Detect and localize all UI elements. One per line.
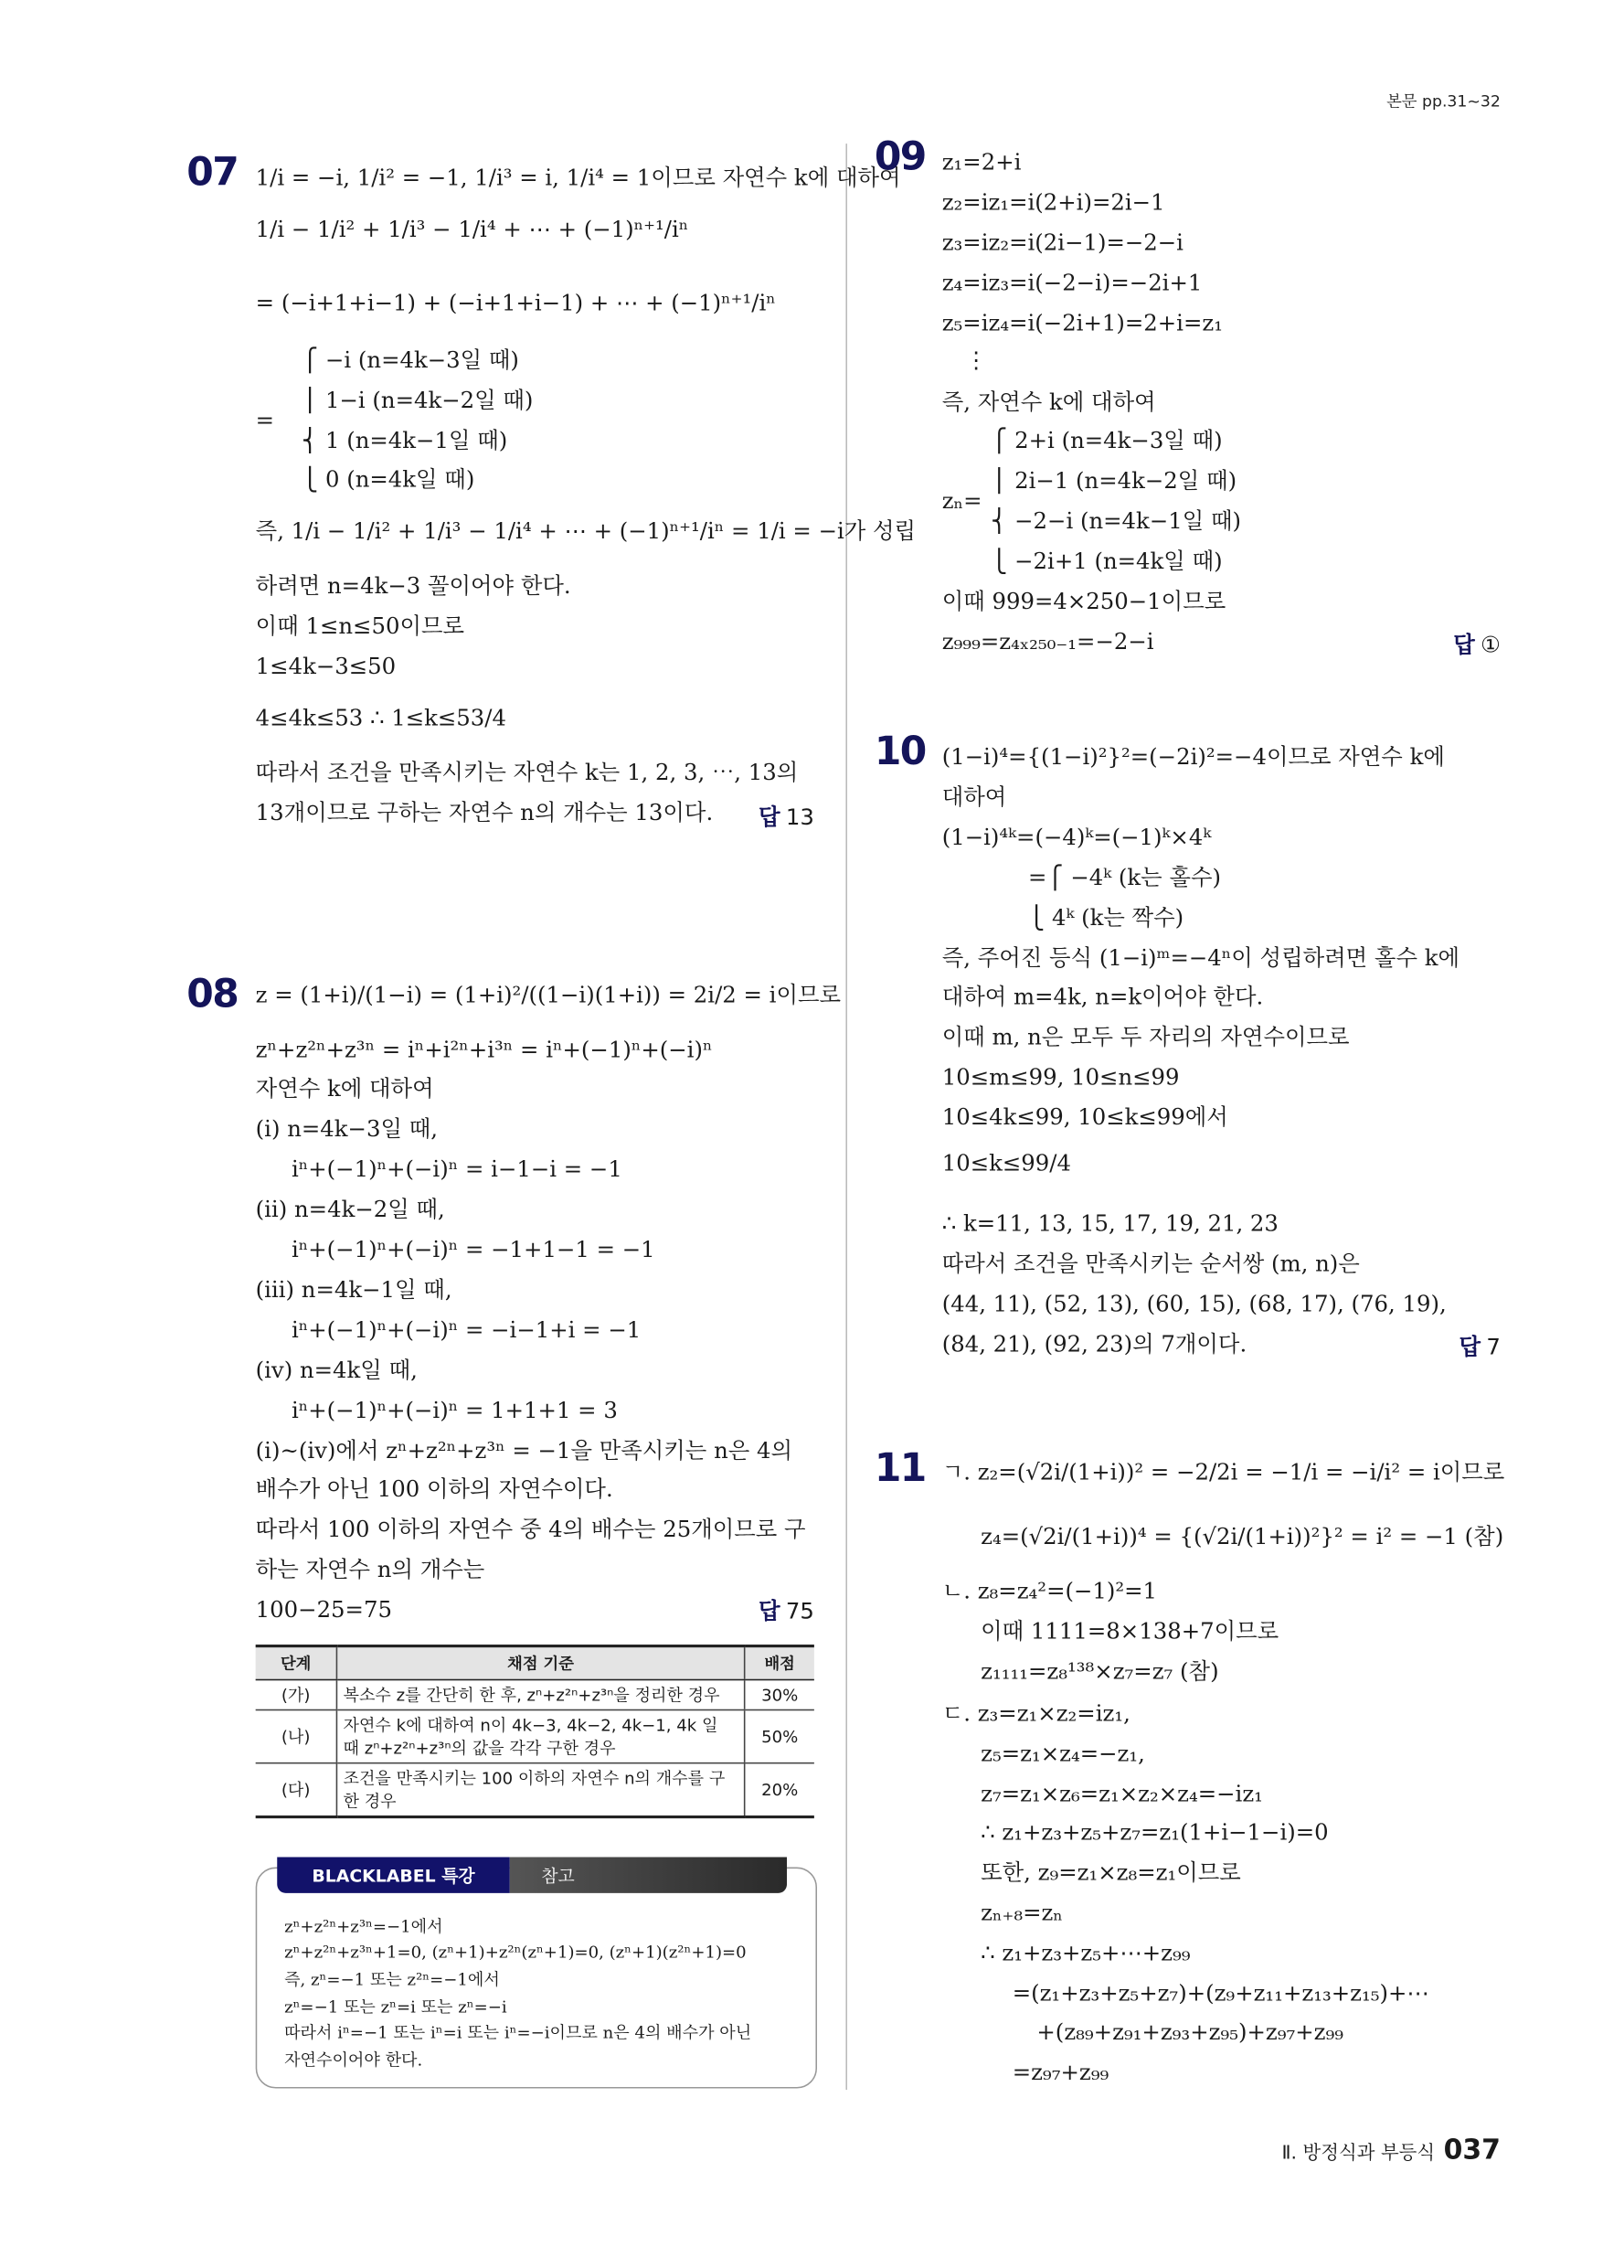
blacklabel-line: zⁿ=−1 또는 zⁿ=i 또는 zⁿ=−i xyxy=(284,1996,507,2017)
solution-line: 따라서 조건을 만족시키는 순서쌍 (m, n)은 xyxy=(941,1251,1360,1277)
answer-value: ① xyxy=(1481,632,1501,658)
header-points: 배점 xyxy=(745,1646,814,1680)
solution-line: zₙ₊₈=zₙ xyxy=(981,1900,1063,1926)
solution-line: 1≤4k−3≤50 xyxy=(255,653,397,680)
answer xyxy=(1459,1330,1501,1362)
solution-line: =(z₁+z₃+z₅+z₇)+(z₉+z₁₁+z₁₃+z₁₅)+⋯ xyxy=(1012,1980,1429,2007)
header-criteria: 채점 기준 xyxy=(336,1646,744,1680)
solution-line: 이때 999=4×250−1이므로 xyxy=(941,589,1226,615)
criteria: 조건을 만족시키는 100 이하의 자연수 n의 개수를 구한 경우 xyxy=(336,1763,744,1817)
solution-line: zₙ= xyxy=(941,488,982,515)
answer-label: 답 xyxy=(1459,1334,1481,1360)
solution-line: z₂=iz₁=i(2+i)=2i−1 xyxy=(941,189,1165,216)
solution-line: z = (1+i)/(1−i) = (1+i)²/((1−i)(1+i)) = 2i/2 = i이므로 xyxy=(255,982,842,1008)
solution-line: ㄱ. z₂=(√2i/(1+i))² = −2/2i = −1/i = −i/i² = i이므로 xyxy=(941,1459,1505,1485)
solution-line: ⋮ xyxy=(964,347,988,374)
blacklabel-line: 따라서 iⁿ=−1 또는 iⁿ=i 또는 iⁿ=−i이므로 n은 4의 배수가 아닌 xyxy=(284,2022,752,2043)
solution-line: ⎨ 1 (n=4k−1일 때) xyxy=(301,428,508,454)
solution-line: zⁿ+z²ⁿ+z³ⁿ = iⁿ+i²ⁿ+i³ⁿ = iⁿ+(−1)ⁿ+(−i)ⁿ xyxy=(255,1037,713,1063)
solution-line: ⎧ −i (n=4k−3일 때) xyxy=(301,347,519,374)
solution-line: 이때 m, n은 모두 두 자리의 자연수이므로 xyxy=(941,1024,1350,1050)
answer-label: 답 xyxy=(1453,632,1475,658)
points: 50% xyxy=(745,1710,814,1763)
solution-line: (1−i)⁴ᵏ=(−4)ᵏ=(−1)ᵏ×4ᵏ xyxy=(941,824,1212,851)
column-divider xyxy=(845,144,847,2090)
solution-line: = xyxy=(255,408,275,434)
problem-number: 10 xyxy=(874,729,926,774)
solution-line: 13개이므로 구하는 자연수 n의 개수는 13이다. xyxy=(255,800,714,826)
table-row xyxy=(256,1680,814,1710)
solution-line: z₄=(√2i/(1+i))⁴ = {(√2i/(1+i))²}² = i² = −1 (참) xyxy=(981,1524,1504,1550)
solution-line: 대하여 m=4k, n=k이어야 한다. xyxy=(941,984,1264,1010)
solution-line: iⁿ+(−1)ⁿ+(−i)ⁿ = i−1−i = −1 xyxy=(291,1155,622,1183)
solution-line: 따라서 조건을 만족시키는 자연수 k는 1, 2, 3, ⋯, 13의 xyxy=(255,760,799,786)
page-footer xyxy=(1281,2135,1500,2167)
blacklabel-line: 즉, zⁿ=−1 또는 z²ⁿ=−1에서 xyxy=(284,1969,500,1990)
solution-line: 하는 자연수 n의 개수는 xyxy=(255,1557,485,1583)
solution-line: ∴ z₁+z₃+z₅+⋯+z₉₉ xyxy=(981,1940,1191,1966)
answer-value: 13 xyxy=(785,804,814,831)
solution-line: 즉, 1/i − 1/i² + 1/i³ − 1/i⁴ + ⋯ + (−1)ⁿ⁺¹/iⁿ = 1/i = −i가 성립 xyxy=(255,518,917,545)
blacklabel-title: BLACKLABEL 특강 xyxy=(277,1858,510,1893)
solution-line: ㄴ. z₈=z₄²=(−1)²=1 xyxy=(941,1578,1158,1605)
solution-line: (ⅱ) n=4k−2일 때, xyxy=(255,1196,445,1223)
answer-value: 75 xyxy=(785,1598,814,1625)
grading-table xyxy=(256,1645,814,1818)
solution-line: z₅=iz₄=i(−2i+1)=2+i=z₁ xyxy=(941,310,1223,336)
solution-line: 하려면 n=4k−3 꼴이어야 한다. xyxy=(255,572,571,600)
solution-line: 즉, 자연수 k에 대하여 xyxy=(941,389,1156,416)
solution-line: (84, 21), (92, 23)의 7개이다. xyxy=(941,1331,1247,1358)
solution-line: 10≤4k≤99, 10≤k≤99에서 xyxy=(941,1104,1228,1131)
table-row xyxy=(256,1763,814,1817)
solution-line: 자연수 k에 대하여 xyxy=(255,1075,434,1102)
header-step: 단계 xyxy=(256,1646,337,1680)
solution-line: 또한, z₉=z₁×z₈=z₁이므로 xyxy=(981,1859,1241,1886)
step: (다) xyxy=(256,1763,337,1817)
solution-line: z₃=iz₂=i(2i−1)=−2−i xyxy=(941,229,1184,256)
points: 20% xyxy=(745,1763,814,1817)
points: 30% xyxy=(745,1680,814,1710)
solution-line: 이때 1≤n≤50이므로 xyxy=(255,612,465,640)
solution-line: ㄷ. z₃=z₁×z₂=iz₁, xyxy=(941,1700,1130,1727)
answer xyxy=(759,1594,814,1626)
solution-line: ⎨ −2−i (n=4k−1일 때) xyxy=(991,508,1242,535)
solution-line: ⎪ 1−i (n=4k−2일 때) xyxy=(301,388,534,414)
solution-line: z₉₉₉=z₄ₓ₂₅₀₋₁=−2−i xyxy=(941,629,1154,655)
blacklabel-line: 자연수이어야 한다. xyxy=(284,2049,423,2070)
solution-line: ⎩ 4ᵏ (k는 짝수) xyxy=(1027,904,1184,932)
problem-number: 09 xyxy=(874,134,926,180)
page-reference: 본문 pp.31~32 xyxy=(1386,91,1501,111)
solution-line: z₅=z₁×z₄=−z₁, xyxy=(981,1741,1145,1767)
solution-line: =z₉₇+z₉₉ xyxy=(1012,2060,1109,2086)
answer-label: 답 xyxy=(759,1598,780,1625)
solution-line: 따라서 100 이하의 자연수 중 4의 배수는 25개이므로 구 xyxy=(255,1517,806,1543)
chapter-title: Ⅱ. 방정식과 부등식 xyxy=(1281,2143,1436,2165)
answer xyxy=(1453,628,1501,660)
solution-line: 4≤4k≤53 ∴ 1≤k≤53/4 xyxy=(255,705,506,731)
answer-label: 답 xyxy=(759,804,780,831)
solution-line: 즉, 주어진 등식 (1−i)ᵐ=−4ⁿ이 성립하려면 홀수 k에 xyxy=(941,944,1460,972)
blacklabel-tab xyxy=(277,1858,787,1893)
problem-number: 11 xyxy=(874,1446,926,1491)
solution-line: 1/i = −i, 1/i² = −1, 1/i³ = i, 1/i⁴ = 1이므로 자연수 k에 대하여 xyxy=(255,165,901,191)
solution-line: 대하여 xyxy=(941,783,1007,811)
solution-line: (ⅲ) n=4k−1일 때, xyxy=(255,1276,452,1304)
solution-line: (ⅰ)~(ⅳ)에서 zⁿ+z²ⁿ+z³ⁿ = −1을 만족시키는 n은 4의 xyxy=(255,1437,793,1464)
solution-line: 100−25=75 xyxy=(255,1597,392,1624)
solution-line: z₁=2+i xyxy=(941,149,1022,176)
solution-line: ∴ z₁+z₃+z₅+z₇=z₁(1+i−1−i)=0 xyxy=(981,1819,1329,1846)
page-number: 037 xyxy=(1443,2134,1501,2167)
solution-line: z₁₁₁₁=z₈¹³⁸×z₇=z₇ (참) xyxy=(981,1658,1219,1686)
criteria: 복소수 z를 간단히 한 후, zⁿ+z²ⁿ+z³ⁿ을 정리한 경우 xyxy=(336,1680,744,1710)
blacklabel-line: zⁿ+z²ⁿ+z³ⁿ=−1에서 xyxy=(284,1915,443,1936)
solution-line: ⎩ −2i+1 (n=4k일 때) xyxy=(991,548,1223,575)
solution-line: iⁿ+(−1)ⁿ+(−i)ⁿ = 1+1+1 = 3 xyxy=(291,1397,618,1424)
solution-line: (ⅳ) n=4k일 때, xyxy=(255,1357,418,1384)
table-row xyxy=(256,1710,814,1763)
solution-line: ∴ k=11, 13, 15, 17, 19, 21, 23 xyxy=(941,1210,1279,1237)
blacklabel-line: zⁿ+z²ⁿ+z³ⁿ+1=0, (zⁿ+1)+z²ⁿ(zⁿ+1)=0, (zⁿ+1)(z²ⁿ+1)=0 xyxy=(284,1941,747,1962)
solution-line: +(z₈₉+z₉₁+z₉₃+z₉₅)+z₉₇+z₉₉ xyxy=(1036,2019,1344,2046)
solution-line: iⁿ+(−1)ⁿ+(−i)ⁿ = −1+1−1 = −1 xyxy=(291,1236,655,1263)
solution-line: 10≤m≤99, 10≤n≤99 xyxy=(941,1064,1180,1091)
answer xyxy=(759,800,814,832)
solution-line: ⎧ 2+i (n=4k−3일 때) xyxy=(991,428,1223,454)
problem-number: 07 xyxy=(186,150,239,196)
solution-line: 1/i − 1/i² + 1/i³ − 1/i⁴ + ⋯ + (−1)ⁿ⁺¹/iⁿ xyxy=(255,217,689,243)
solution-line: = (−i+1+i−1) + (−i+1+i−1) + ⋯ + (−1)ⁿ⁺¹/iⁿ xyxy=(255,290,776,316)
grading-header-row xyxy=(256,1646,814,1680)
solution-line: =⎧ −4ᵏ (k는 홀수) xyxy=(1027,864,1222,891)
solution-line: (44, 11), (52, 13), (60, 15), (68, 17), (76, 19), xyxy=(941,1291,1447,1317)
solution-line: ⎩ 0 (n=4k일 때) xyxy=(301,466,475,493)
solution-line: ⎪ 2i−1 (n=4k−2일 때) xyxy=(991,468,1237,495)
solution-line: z₄=iz₃=i(−2−i)=−2i+1 xyxy=(941,270,1203,296)
step: (나) xyxy=(256,1710,337,1763)
step: (가) xyxy=(256,1680,337,1710)
problem-number: 08 xyxy=(186,972,239,1017)
solution-line: z₇=z₁×z₆=z₁×z₂×z₄=−iz₁ xyxy=(981,1781,1263,1807)
solution-line: (1−i)⁴={(1−i)²}²=(−2i)²=−4이므로 자연수 k에 xyxy=(941,743,1445,771)
solution-line: (ⅰ) n=4k−3일 때, xyxy=(255,1115,438,1143)
answer-value: 7 xyxy=(1486,1334,1501,1360)
solution-line: 이때 1111=8×138+7이므로 xyxy=(981,1618,1279,1645)
criteria: 자연수 k에 대하여 n이 4k−3, 4k−2, 4k−1, 4k 일 때 zⁿ+z²ⁿ+z³ⁿ의 값을 각각 구한 경우 xyxy=(336,1710,744,1763)
solution-line: 10≤k≤99/4 xyxy=(941,1150,1071,1177)
solution-line: iⁿ+(−1)ⁿ+(−i)ⁿ = −i−1+i = −1 xyxy=(291,1316,642,1344)
solution-line: 배수가 아닌 100 이하의 자연수이다. xyxy=(255,1476,613,1503)
blacklabel-tag: 참고 xyxy=(510,1858,787,1893)
